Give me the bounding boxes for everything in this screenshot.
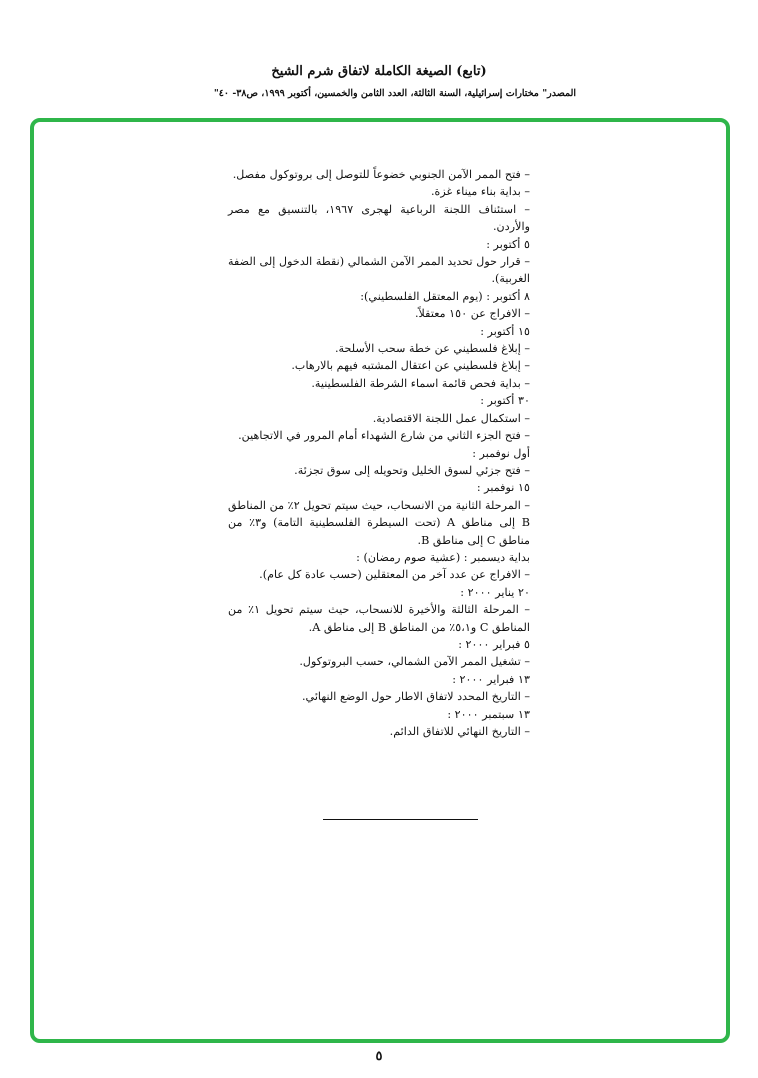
timeline-line: – بداية فحص قائمة اسماء الشرطة الفلسطينية. [311, 376, 530, 390]
timeline-date: ٣٠ أكتوبر : [480, 394, 530, 408]
timeline-line: – فتح الجزء الثاني من شارع الشهداء أمام المرور في الاتجاهين. [238, 429, 530, 443]
header-title: (تابع) الصيغة الكاملة لاتفاق شرم الشيخ [271, 64, 487, 79]
timeline-line: – التاريخ النهائي للاتفاق الدائم. [389, 725, 530, 738]
timeline-line: – المرحلة الثانية من الانسحاب، حيث سيتم تحويل ٢٪ من المناطق B إلى مناطق A (تحت السيطرة الفلسطينية التامة) و٣٪ من مناطق C إلى مناطق B. [228, 498, 530, 547]
timeline-date: ٨ أكتوبر : (يوم المعتقل الفلسطيني): [360, 289, 530, 303]
timeline-line: – تشغيل الممر الآمن الشمالي، حسب البروتوكول. [299, 655, 530, 669]
timeline-line: – الافراج عن عدد آخر من المعتقلين (حسب عادة كل عام). [259, 568, 530, 582]
timeline-line: – فتح الممر الآمن الجنوبي خضوعاً للتوصل إلى بروتوكول مفصل. [232, 168, 530, 181]
timeline-date: ١٣ فبراير ٢٠٠٠ : [452, 672, 530, 686]
end-divider [323, 819, 478, 820]
timeline-date: ١٥ نوفمبر : [476, 481, 530, 495]
timeline-line: – استئناف اللجنة الرباعية لهجرى ١٩٦٧، بالتنسيق مع مصر والأردن. [228, 202, 530, 234]
timeline-line: – إبلاغ فلسطيني عن اعتقال المشتبه فيهم بالارهاب. [291, 359, 530, 373]
page-number: ٥ [375, 1049, 383, 1064]
timeline-line: – فتح جزئي لسوق الخليل وتحويله إلى سوق تجزئة. [294, 463, 530, 477]
timeline-date: ٥ أكتوبر : [486, 237, 530, 251]
timeline-date: ٥ فبراير ٢٠٠٠ : [458, 637, 530, 651]
timeline-date: بداية ديسمبر : (عشية صوم رمضان) : [356, 550, 530, 564]
timeline-line: – بداية بناء ميناء غزة. [430, 185, 530, 199]
source-citation: المصدر" مختارات إسرائيلية، السنة الثالثة، العدد الثامن والخمسين، أكتوبر ١٩٩٩، ص٣٨- ٤٠" [213, 88, 576, 99]
timeline-line: – الافراج عن ١٥٠ معتقلاً. [414, 307, 530, 321]
timeline-line: – المرحلة الثالثة والأخيرة للانسحاب، حيث سيتم تحويل ١٪ من المناطق C و٥،١٪ من المناطق B إلى مناطق A. [228, 603, 530, 634]
timeline-text [228, 166, 530, 740]
timeline-date: ١٣ سبتمبر ٢٠٠٠ : [447, 707, 530, 721]
timeline-date: ١٥ أكتوبر : [480, 324, 530, 338]
timeline-line: – إبلاغ فلسطيني عن خطة سحب الأسلحة. [335, 342, 530, 356]
timeline-line: – قرار حول تحديد الممر الآمن الشمالي (نقطة الدخول إلى الضفة الغربية). [228, 255, 530, 286]
timeline-date: أول نوفمبر : [472, 446, 530, 460]
timeline-line: – التاريخ المحدد لاتفاق الاطار حول الوضع النهائي. [301, 690, 530, 704]
timeline-date: ٢٠ يناير ٢٠٠٠ : [460, 585, 530, 599]
timeline-line: – استكمال عمل اللجنة الاقتصادية. [372, 411, 530, 425]
